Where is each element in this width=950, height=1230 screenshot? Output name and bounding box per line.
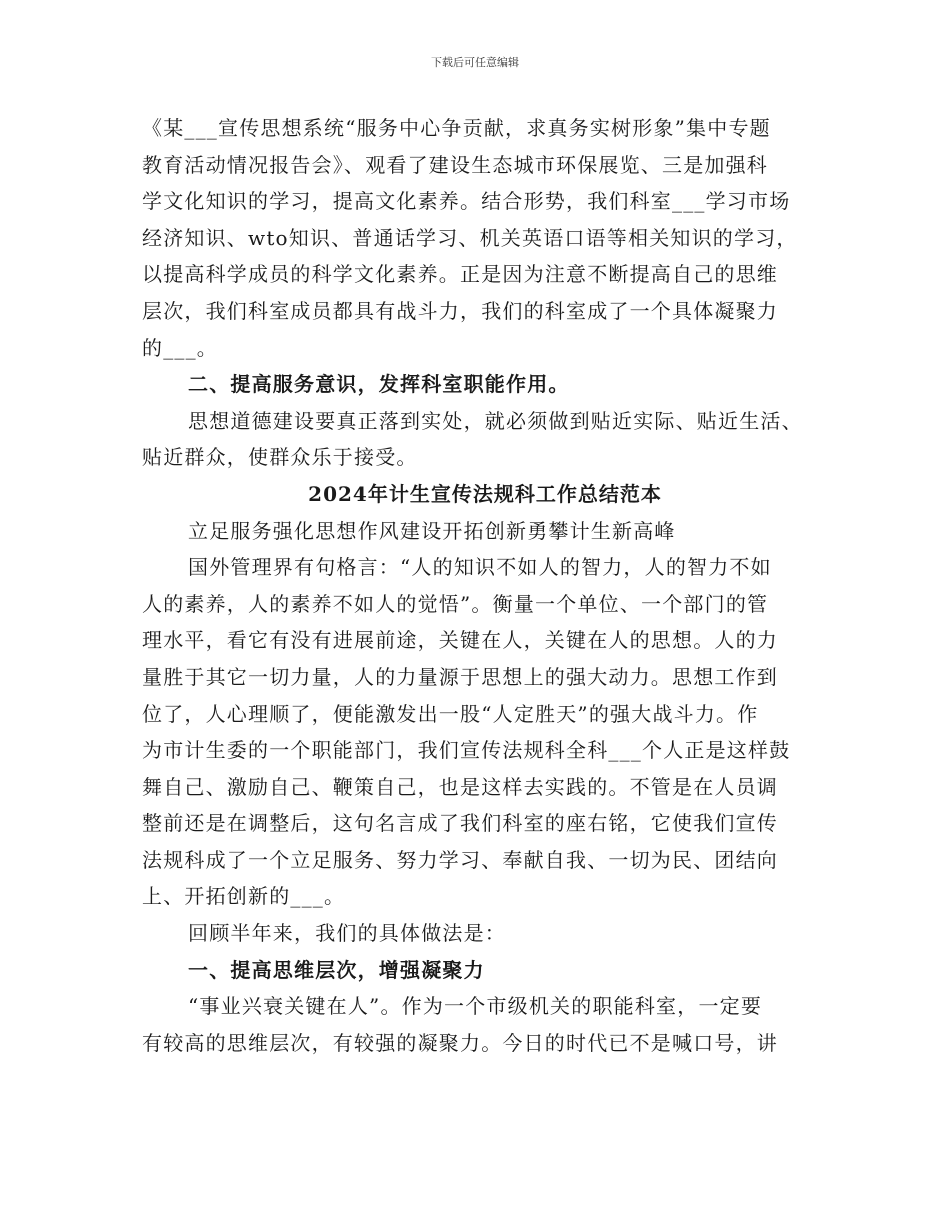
body-line: 经济知识、wto知识、普通话学习、机关英语口语等相关知识的学习， xyxy=(142,225,798,250)
body-line: 有较高的思维层次，有较强的凝聚力。今日的时代已不是喊口号，讲 xyxy=(142,1030,778,1055)
body-line: “事业兴衰关键在人”。作为一个市级机关的职能科室，一定要 xyxy=(188,994,763,1019)
body-line: 法规科成了一个立足服务、努力学习、奉献自我、一切为民、团结向 xyxy=(142,847,778,872)
subtitle-line: 立足服务强化思想作风建设开拓创新勇攀计生新高峰 xyxy=(188,518,676,543)
body-line: 学文化知识的学习，提高文化素养。结合形势，我们科室___学习市场 xyxy=(142,189,791,214)
body-line: 层次，我们科室成员都具有战斗力，我们的科室成了一个具体凝聚力 xyxy=(142,298,778,323)
body-line: 位了，人心理顺了，便能激发出一股“人定胜天”的强大战斗力。作 xyxy=(142,701,759,726)
body-line: 以提高科学成员的科学文化素养。正是因为注意不断提高自己的思维 xyxy=(142,262,778,287)
section-heading: 二、提高服务意识，发挥科室职能作用。 xyxy=(188,372,570,397)
body-line: 为市计生委的一个职能部门，我们宣传法规科全科___个人正是这样鼓 xyxy=(142,738,791,763)
section-heading: 一、提高思维层次，增强凝聚力 xyxy=(188,957,485,982)
body-line: 教育活动情况报告会》、观看了建设生态城市环保展览、三是加强科 xyxy=(142,152,768,177)
body-line: 上、开拓创新的___。 xyxy=(142,884,346,909)
body-line: 贴近群众，使群众乐于接受。 xyxy=(142,445,418,470)
body-line: 的___。 xyxy=(142,335,218,360)
page-header: 下载后可任意编辑 xyxy=(431,56,519,69)
document-title: 2024年计生宣传法规科工作总结范本 xyxy=(308,481,662,506)
body-line: 量胜于其它一切力量，人的力量源于思想上的强大动力。思想工作到 xyxy=(142,664,778,689)
document-body xyxy=(142,110,828,1061)
body-line: 舞自己、激励自己、鞭策自己，也是这样去实践的。不管是在人员调 xyxy=(142,774,778,799)
body-line: 《某___宣传思想系统“服务中心争贡献，求真务实树形象”集中专题 xyxy=(142,116,771,140)
body-line: 人的素养，人的素养不如人的觉悟”。衡量一个单位、一个部门的管 xyxy=(142,591,769,616)
body-line: 思想道德建设要真正落到实处，就必须做到贴近实际、贴近生活、 xyxy=(188,408,803,433)
body-line: 理水平，看它有没有进展前途，关键在人，关键在人的思想。人的力 xyxy=(142,628,778,653)
body-line: 整前还是在调整后，这句名言成了我们科室的座右铭，它使我们宣传 xyxy=(142,811,778,836)
body-line: 国外管理界有句格言：“人的知识不如人的智力，人的智力不如 xyxy=(188,555,772,580)
body-line: 回顾半年来，我们的具体做法是： xyxy=(188,921,506,946)
